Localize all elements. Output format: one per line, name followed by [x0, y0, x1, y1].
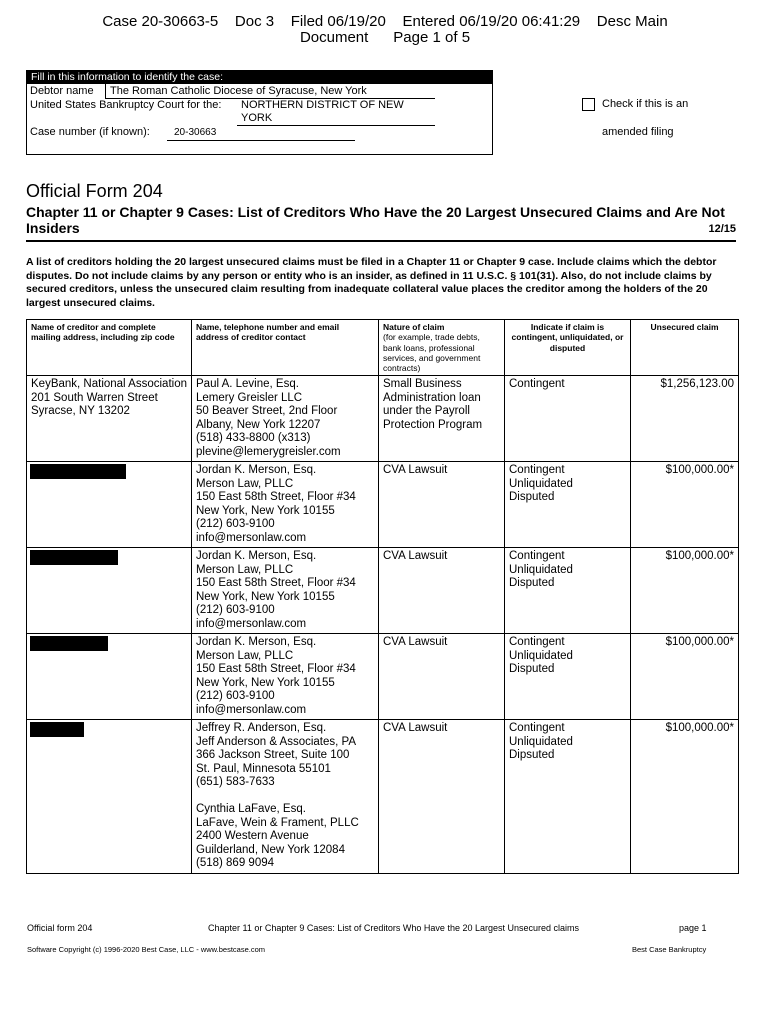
- status-line: Disputed: [509, 663, 555, 676]
- contact-cell: [192, 548, 379, 634]
- nature-cell: [379, 376, 505, 462]
- status-line: Contingent: [509, 464, 565, 477]
- debtor-name-label: Debtor name: [30, 85, 94, 97]
- creditors-table: [26, 319, 739, 874]
- contact-line: (212) 603-9100: [196, 518, 275, 531]
- contact-line: (518) 433-8800 (x313): [196, 432, 311, 445]
- table-row: [27, 548, 739, 634]
- amount-cell: [631, 548, 739, 634]
- header-amount: Unsecured claim: [631, 320, 739, 376]
- contact-line: Paul A. Levine, Esq.: [196, 378, 299, 391]
- contact-line: New York, New York 10155: [196, 676, 335, 689]
- contact-line: (212) 603-9100: [196, 690, 275, 703]
- creditor-line: 201 South Warren Street: [31, 391, 158, 404]
- amount-cell: [631, 462, 739, 548]
- footer-form-name: Official form 204: [27, 923, 93, 933]
- nature-line: CVA Lawsuit: [383, 464, 448, 477]
- redacted-creditor-name: [30, 636, 108, 651]
- status-cell: [505, 634, 631, 720]
- table-row: [27, 376, 739, 462]
- status-line: Dipsuted: [509, 749, 555, 762]
- amount-cell: [631, 720, 739, 874]
- contact-line: info@mersonlaw.com: [196, 703, 307, 716]
- header-nature-sub: (for example, trade debts, bank loans, professional services, and government contracts): [383, 332, 481, 374]
- contact-line: Lemery Greisler LLC: [196, 391, 303, 404]
- amount-cell: [631, 376, 739, 462]
- contact-line: St. Paul, Minnesota 55101: [196, 762, 331, 775]
- creditor-cell: [27, 462, 192, 548]
- nature-line: CVA Lawsuit: [383, 722, 448, 735]
- header-creditor: Name of creditor and complete mailing address, including zip code: [27, 320, 192, 376]
- status-line: Unliquidated: [509, 563, 573, 576]
- creditor-cell: [27, 720, 192, 874]
- status-line: Contingent: [509, 722, 565, 735]
- status-line: Unliquidated: [509, 649, 573, 662]
- case-number-value: 20-30663: [174, 127, 217, 138]
- unsecured-claim-amount: $1,256,123.00: [660, 378, 734, 391]
- unsecured-claim-amount: $100,000.00*: [665, 464, 734, 477]
- contact-line: Merson Law, PLLC: [196, 649, 294, 662]
- nature-cell: [379, 634, 505, 720]
- contact-line: LaFave, Wein & Frament, PLLC: [196, 816, 359, 829]
- status-line: Disputed: [509, 577, 555, 590]
- contact-line: Albany, New York 12207: [196, 418, 321, 431]
- contact-cell: [192, 720, 379, 874]
- court-value-line2: YORK: [241, 112, 273, 124]
- unsecured-claim-amount: $100,000.00*: [665, 722, 734, 735]
- table-row: [27, 634, 739, 720]
- contact-line: plevine@lemerygreisler.com: [196, 445, 341, 458]
- contact-cell: [192, 462, 379, 548]
- contact-line: (518) 869 9094: [196, 857, 275, 870]
- footer-brand: Best Case Bankruptcy: [632, 945, 707, 954]
- form-title: Official Form 204: [26, 181, 163, 201]
- title-rule: [26, 240, 736, 242]
- amended-filing-checkbox[interactable]: [582, 98, 595, 111]
- nature-cell: [379, 548, 505, 634]
- nature-cell: [379, 720, 505, 874]
- contact-line: New York, New York 10155: [196, 590, 335, 603]
- contact-line: (212) 603-9100: [196, 604, 275, 617]
- redacted-creditor-name: [30, 464, 126, 479]
- contact-line: Jeffrey R. Anderson, Esq.: [196, 722, 327, 735]
- contact-line: info@mersonlaw.com: [196, 531, 307, 544]
- case-number-label: Case number (if known):: [30, 126, 150, 138]
- contact-line: New York, New York 10155: [196, 504, 335, 517]
- contact-cell: [192, 634, 379, 720]
- form-revision: 12/15: [708, 223, 736, 235]
- status-line: Contingent: [509, 636, 565, 649]
- contact-line: (651) 583-7633: [196, 776, 275, 789]
- nature-line: under the Payroll: [383, 405, 470, 418]
- redacted-creditor-name: [30, 550, 118, 565]
- contact-line: Merson Law, PLLC: [196, 563, 294, 576]
- case-info-title: Fill in this information to identify the case:: [27, 71, 492, 84]
- table-row: [27, 462, 739, 548]
- contact-line: Jeff Anderson & Associates, PA: [196, 735, 357, 748]
- header-status: Indicate if claim is contingent, unliquidated, or disputed: [505, 320, 631, 376]
- creditor-line: Syracse, NY 13202: [31, 405, 130, 418]
- header-contact: Name, telephone number and email address of creditor contact: [192, 320, 379, 376]
- status-cell: [505, 376, 631, 462]
- contact-cell: [192, 376, 379, 462]
- debtor-name-value: The Roman Catholic Diocese of Syracuse, New York: [110, 85, 367, 97]
- footer-page-number: page 1: [679, 923, 707, 933]
- contact-line: 2400 Western Avenue: [196, 830, 309, 843]
- court-filing-header: [0, 14, 770, 46]
- nature-line: Administration loan: [383, 391, 481, 404]
- intro-paragraph: A list of creditors holding the 20 largest unsecured claims must be filed in a Chapter 11 or Chapter 9 case. Include claims which the debtor disputes. Do not include claims by any person or entity who is an insider, as defined in 11 U.S.C. § 101(31). Also, do not include claims by secured creditors, unless the unsecured claim resulting from inadequate collateral value places the creditor among the holders of the 20 largest unsecured claims.: [26, 256, 717, 309]
- court-label: United States Bankruptcy Court for the:: [30, 99, 222, 111]
- status-line: Unliquidated: [509, 735, 573, 748]
- status-line: Disputed: [509, 491, 555, 504]
- contact-line: 150 East 58th Street, Floor #34: [196, 491, 356, 504]
- filing-stamp-line2: Document Page 1 of 5: [299, 29, 471, 46]
- contact-line: 366 Jackson Street, Suite 100: [196, 749, 350, 762]
- amended-filing-label-line2: amended filing: [602, 126, 674, 138]
- contact-line: 150 East 58th Street, Floor #34: [196, 577, 356, 590]
- status-cell: [505, 720, 631, 874]
- redacted-creditor-name: [30, 722, 84, 737]
- unsecured-claim-amount: $100,000.00*: [665, 550, 734, 563]
- case-number-underline: [167, 140, 355, 141]
- court-underline: [237, 125, 435, 126]
- nature-cell: [379, 462, 505, 548]
- contact-line: Merson Law, PLLC: [196, 477, 294, 490]
- unsecured-claim-amount: $100,000.00*: [665, 636, 734, 649]
- nature-line: Protection Program: [383, 418, 483, 431]
- amended-filing-label-line1: Check if this is an: [602, 98, 689, 110]
- status-line: Contingent: [509, 378, 565, 391]
- contact-line: Guilderland, New York 12084: [196, 843, 345, 856]
- case-info-box: [26, 70, 493, 155]
- status-cell: [505, 462, 631, 548]
- court-value-line1: NORTHERN DISTRICT OF NEW: [241, 99, 404, 111]
- header-nature: [379, 320, 505, 376]
- contact-line: Jordan K. Merson, Esq.: [196, 464, 317, 477]
- contact-line: 150 East 58th Street, Floor #34: [196, 663, 356, 676]
- status-cell: [505, 548, 631, 634]
- filing-stamp-line1: Case 20-30663-5 Doc 3 Filed 06/19/20 Entered 06/19/20 06:41:29 Desc Main: [102, 13, 668, 30]
- line-spacer: [196, 790, 374, 804]
- table-row: [27, 720, 739, 874]
- status-line: Contingent: [509, 550, 565, 563]
- contact-line: info@mersonlaw.com: [196, 617, 307, 630]
- nature-line: Small Business: [383, 378, 462, 391]
- header-nature-main: Nature of claim: [383, 322, 445, 332]
- contact-line: Cynthia LaFave, Esq.: [196, 803, 306, 816]
- nature-line: CVA Lawsuit: [383, 636, 448, 649]
- contact-line: 50 Beaver Street, 2nd Floor: [196, 405, 338, 418]
- amount-cell: [631, 634, 739, 720]
- chapter-title: Chapter 11 or Chapter 9 Cases: List of Creditors Who Have the 20 Largest Unsecured Claims and Are Not Insiders: [26, 204, 725, 236]
- creditor-line: KeyBank, National Association: [31, 378, 187, 391]
- contact-line: Jordan K. Merson, Esq.: [196, 636, 317, 649]
- debtor-field-divider: [105, 84, 106, 98]
- footer-form-description: Chapter 11 or Chapter 9 Cases: List of Creditors Who Have the 20 Largest Unsecured claims: [208, 923, 580, 933]
- creditor-cell: [27, 634, 192, 720]
- nature-line: CVA Lawsuit: [383, 550, 448, 563]
- table-header-row: [27, 320, 739, 376]
- footer-copyright: Software Copyright (c) 1996-2020 Best Case, LLC - www.bestcase.com: [27, 945, 266, 954]
- contact-line: Jordan K. Merson, Esq.: [196, 550, 317, 563]
- status-line: Unliquidated: [509, 477, 573, 490]
- creditor-cell: [27, 376, 192, 462]
- creditor-cell: [27, 548, 192, 634]
